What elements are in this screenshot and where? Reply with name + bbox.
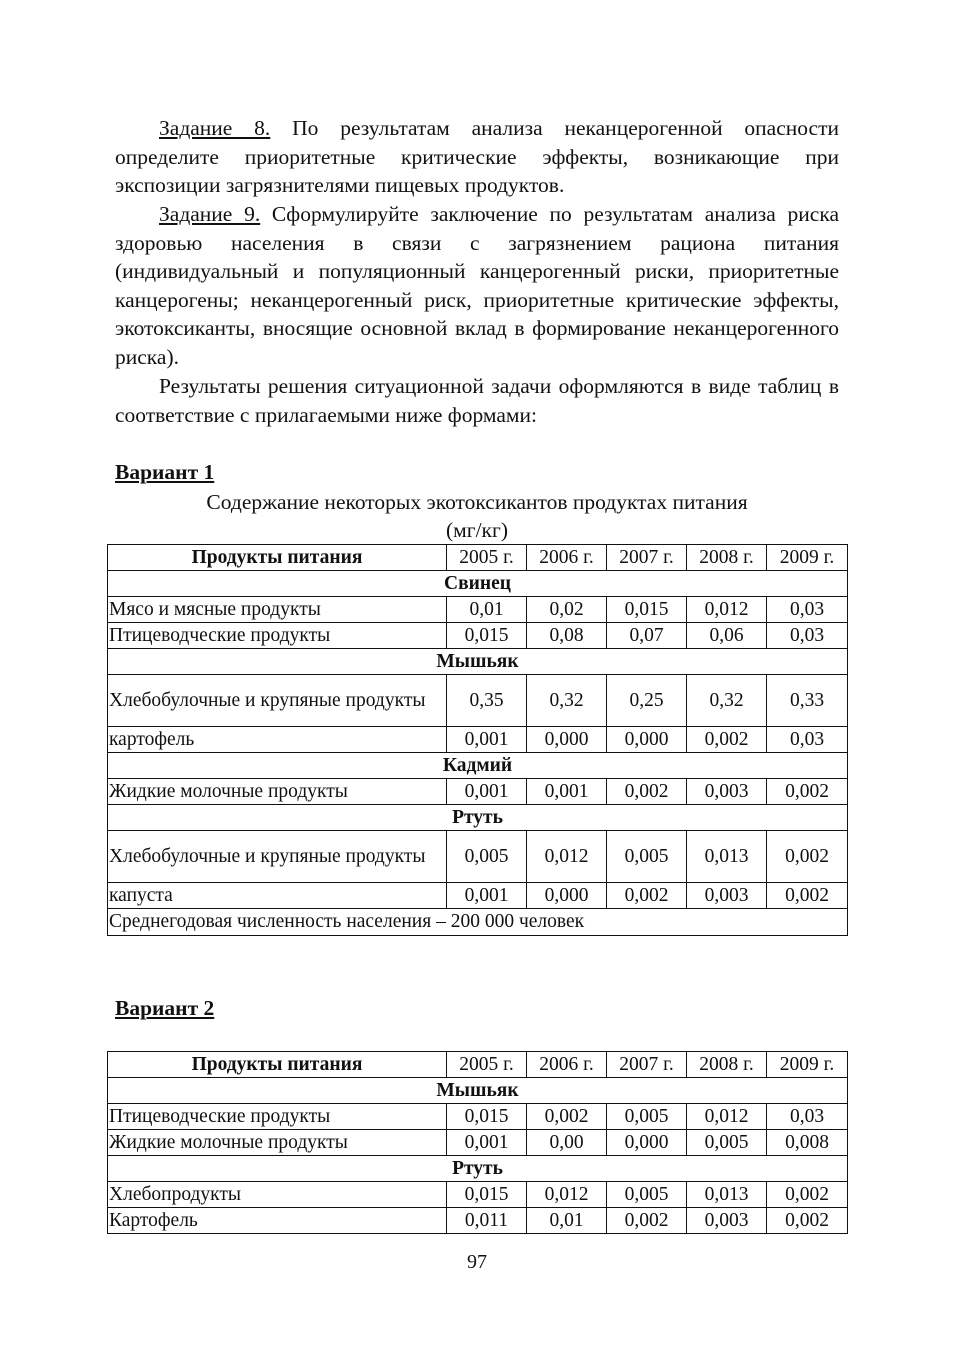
column-header-year: 2009 г. bbox=[767, 545, 848, 571]
value-cell: 0,012 bbox=[527, 831, 607, 883]
value-cell: 0,001 bbox=[527, 779, 607, 805]
table-row bbox=[108, 1208, 848, 1234]
column-header-product: Продукты питания bbox=[108, 1052, 447, 1078]
value-cell: 0,06 bbox=[687, 623, 767, 649]
value-cell: 0,35 bbox=[447, 675, 527, 727]
value-cell: 0,000 bbox=[527, 727, 607, 753]
product-name: Хлебобулочные и крупяные продукты bbox=[108, 675, 447, 727]
group-name: Мышьяк bbox=[108, 649, 848, 675]
column-header-year: 2007 г. bbox=[607, 545, 687, 571]
value-cell: 0,005 bbox=[607, 831, 687, 883]
value-cell: 0,07 bbox=[607, 623, 687, 649]
value-cell: 0,015 bbox=[447, 1182, 527, 1208]
value-cell: 0,02 bbox=[527, 597, 607, 623]
variant-1-title: Вариант 1 bbox=[115, 460, 215, 484]
value-cell: 0,03 bbox=[767, 623, 848, 649]
footer-row bbox=[108, 909, 848, 936]
value-cell: 0,01 bbox=[447, 597, 527, 623]
group-name: Кадмий bbox=[108, 753, 848, 779]
variant-1-caption: Содержание некоторых экотоксикантов продуктах питания (мг/кг) bbox=[206, 490, 748, 542]
value-cell: 0,002 bbox=[607, 883, 687, 909]
column-header-year: 2008 г. bbox=[687, 545, 767, 571]
value-cell: 0,012 bbox=[527, 1182, 607, 1208]
value-cell: 0,015 bbox=[607, 597, 687, 623]
column-header-year: 2005 г. bbox=[447, 1052, 527, 1078]
table-row bbox=[108, 623, 848, 649]
product-name: Жидкие молочные продукты bbox=[108, 1130, 447, 1156]
table-row bbox=[108, 597, 848, 623]
variant-2-table bbox=[107, 1051, 848, 1234]
group-row bbox=[108, 649, 848, 675]
value-cell: 0,002 bbox=[687, 727, 767, 753]
table-row bbox=[108, 1182, 848, 1208]
value-cell: 0,013 bbox=[687, 1182, 767, 1208]
product-name: Хлебобулочные и крупяные продукты bbox=[108, 831, 447, 883]
task-8-text: По результатам анализа неканцерогенной опасности определите приоритетные критические эффекты, возникающие при экспозиции загрязнителями пищевых продуктов. bbox=[115, 116, 839, 198]
population-note: Среднегодовая численность населения – 200 000 человек bbox=[108, 909, 848, 936]
value-cell: 0,002 bbox=[607, 779, 687, 805]
value-cell: 0,015 bbox=[447, 623, 527, 649]
header-row bbox=[108, 1052, 848, 1078]
value-cell: 0,03 bbox=[767, 727, 848, 753]
task-8-paragraph bbox=[115, 114, 839, 200]
value-cell: 0,002 bbox=[767, 1208, 848, 1234]
value-cell: 0,003 bbox=[687, 883, 767, 909]
value-cell: 0,08 bbox=[527, 623, 607, 649]
group-row bbox=[108, 1156, 848, 1182]
product-name: Хлебопродукты bbox=[108, 1182, 447, 1208]
value-cell: 0,008 bbox=[767, 1130, 848, 1156]
value-cell: 0,001 bbox=[447, 727, 527, 753]
value-cell: 0,013 bbox=[687, 831, 767, 883]
group-row bbox=[108, 1078, 848, 1104]
value-cell: 0,005 bbox=[607, 1182, 687, 1208]
value-cell: 0,012 bbox=[687, 597, 767, 623]
column-header-product: Продукты питания bbox=[108, 545, 447, 571]
value-cell: 0,03 bbox=[767, 1104, 848, 1130]
group-row bbox=[108, 753, 848, 779]
value-cell: 0,32 bbox=[687, 675, 767, 727]
value-cell: 0,001 bbox=[447, 883, 527, 909]
header-row bbox=[108, 545, 848, 571]
task-9-label: Задание 9. bbox=[159, 202, 261, 226]
table-row bbox=[108, 831, 848, 883]
value-cell: 0,002 bbox=[767, 1182, 848, 1208]
value-cell: 0,33 bbox=[767, 675, 848, 727]
value-cell: 0,03 bbox=[767, 597, 848, 623]
value-cell: 0,002 bbox=[767, 779, 848, 805]
value-cell: 0,015 bbox=[447, 1104, 527, 1130]
value-cell: 0,32 bbox=[527, 675, 607, 727]
table-row bbox=[108, 727, 848, 753]
table-row bbox=[108, 1104, 848, 1130]
product-name: Птицеводческие продукты bbox=[108, 1104, 447, 1130]
value-cell: 0,003 bbox=[687, 1208, 767, 1234]
value-cell: 0,000 bbox=[607, 727, 687, 753]
value-cell: 0,003 bbox=[687, 779, 767, 805]
value-cell: 0,005 bbox=[687, 1130, 767, 1156]
product-name: картофель bbox=[108, 727, 447, 753]
value-cell: 0,012 bbox=[687, 1104, 767, 1130]
value-cell: 0,000 bbox=[607, 1130, 687, 1156]
value-cell: 0,01 bbox=[527, 1208, 607, 1234]
column-header-year: 2008 г. bbox=[687, 1052, 767, 1078]
value-cell: 0,002 bbox=[767, 883, 848, 909]
variant-2-title: Вариант 2 bbox=[115, 996, 215, 1020]
value-cell: 0,002 bbox=[767, 831, 848, 883]
column-header-year: 2006 г. bbox=[527, 545, 607, 571]
product-name: Картофель bbox=[108, 1208, 447, 1234]
column-header-year: 2006 г. bbox=[527, 1052, 607, 1078]
table-row bbox=[108, 779, 848, 805]
table-row bbox=[108, 675, 848, 727]
value-cell: 0,000 bbox=[527, 883, 607, 909]
variant-1-table bbox=[107, 544, 848, 936]
column-header-year: 2005 г. bbox=[447, 545, 527, 571]
results-note: Результаты решения ситуационной задачи оформляются в виде таблиц в соответствие с прилагаемыми ниже формами: bbox=[115, 374, 839, 427]
page-number: 97 bbox=[467, 1251, 487, 1273]
group-name: Ртуть bbox=[108, 1156, 848, 1182]
group-name: Ртуть bbox=[108, 805, 848, 831]
value-cell: 0,001 bbox=[447, 1130, 527, 1156]
value-cell: 0,005 bbox=[607, 1104, 687, 1130]
value-cell: 0,011 bbox=[447, 1208, 527, 1234]
group-row bbox=[108, 571, 848, 597]
value-cell: 0,001 bbox=[447, 779, 527, 805]
column-header-year: 2007 г. bbox=[607, 1052, 687, 1078]
group-row bbox=[108, 805, 848, 831]
table-row bbox=[108, 883, 848, 909]
value-cell: 0,00 bbox=[527, 1130, 607, 1156]
product-name: Птицеводческие продукты bbox=[108, 623, 447, 649]
group-name: Мышьяк bbox=[108, 1078, 848, 1104]
table-row bbox=[108, 1130, 848, 1156]
task-8-label: Задание 8. bbox=[159, 116, 271, 140]
value-cell: 0,25 bbox=[607, 675, 687, 727]
value-cell: 0,002 bbox=[607, 1208, 687, 1234]
value-cell: 0,005 bbox=[447, 831, 527, 883]
column-header-year: 2009 г. bbox=[767, 1052, 848, 1078]
product-name: капуста bbox=[108, 883, 447, 909]
value-cell: 0,002 bbox=[527, 1104, 607, 1130]
task-9-paragraph bbox=[115, 200, 839, 372]
group-name: Свинец bbox=[108, 571, 848, 597]
task-9-text: Сформулируйте заключение по результатам анализа риска здоровью населения в связи с загрязнением рациона питания (индивидуальный и популяционный канцерогенный риски, приоритетные канцерогены; неканцерогенный риск, приоритетные критические эффекты, экотоксиканты, вносящие основной вклад в формирование неканцерогенного риска). bbox=[115, 202, 839, 369]
product-name: Мясо и мясные продукты bbox=[108, 597, 447, 623]
product-name: Жидкие молочные продукты bbox=[108, 779, 447, 805]
